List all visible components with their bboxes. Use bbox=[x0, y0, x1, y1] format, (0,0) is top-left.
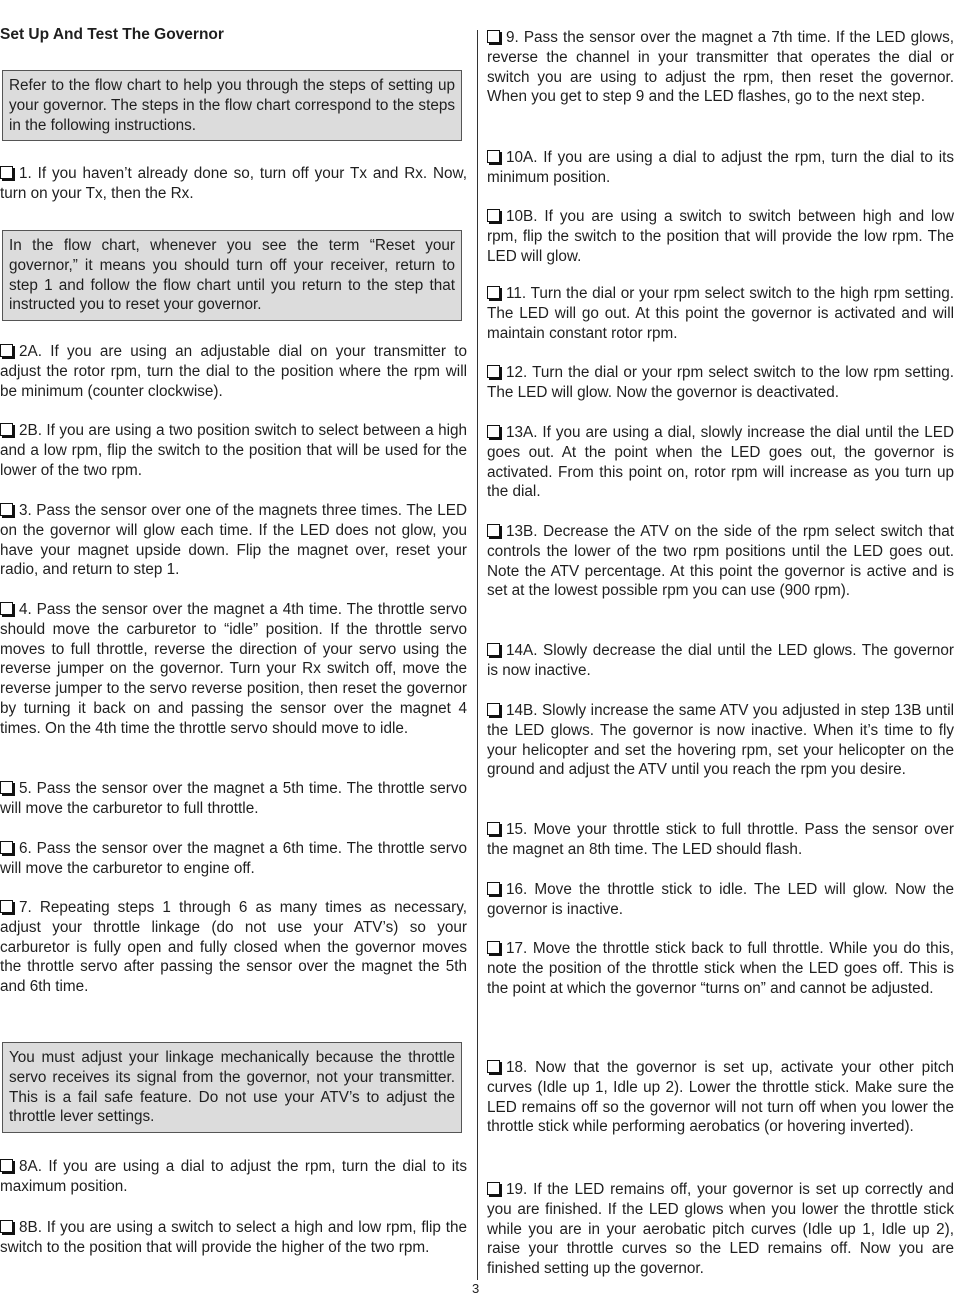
step-text: 6. Pass the sensor over the magnet a 6th time. The throttle servo will move the carburetor to engine off. bbox=[0, 840, 467, 877]
step-10a[interactable] bbox=[487, 148, 954, 188]
step-11[interactable] bbox=[487, 284, 954, 343]
step-14a[interactable] bbox=[487, 641, 954, 681]
checkbox-icon[interactable] bbox=[487, 209, 500, 222]
step-text: 1. If you haven’t already done so, turn off your Tx and Rx. Now, turn on your Tx, then the Rx. bbox=[0, 165, 467, 202]
step-text: 9. Pass the sensor over the magnet a 7th time. If the LED glows, reverse the channel in your transmitter that operates the dial or switch you are using to adjust the rpm, then reset the governor. When you get to step 9 and the LED flashes, go to the next step. bbox=[487, 29, 954, 106]
step-text: 16. Move the throttle stick to idle. The LED will glow. Now the governor is inactive. bbox=[487, 881, 954, 918]
checkbox-icon[interactable] bbox=[487, 286, 500, 299]
step-9[interactable] bbox=[487, 28, 954, 107]
note-box-linkage: You must adjust your linkage mechanically because the throttle servo receives its signal from the governor, not your transmitter. This is a fail safe feature. Do not use your ATV’s to adjust the throttle lever settings. bbox=[2, 1042, 462, 1133]
step-8b[interactable] bbox=[0, 1218, 467, 1258]
step-text: 5. Pass the sensor over the magnet a 5th time. The throttle servo will move the carburetor to full throttle. bbox=[0, 780, 467, 817]
section-heading: Set Up And Test The Governor bbox=[0, 26, 224, 43]
step-text: 3. Pass the sensor over one of the magnets three times. The LED on the governor will glow each time. If the LED does not glow, you have your magnet upside down. Flip the magnet over, reset your radio, and return to step 1. bbox=[0, 502, 467, 579]
step-text: 8B. If you are using a switch to select a high and low rpm, flip the switch to the position that will provide the higher of the two rpm. bbox=[0, 1219, 467, 1256]
page-number: 3 bbox=[472, 1281, 480, 1296]
checkbox-icon[interactable] bbox=[487, 365, 500, 378]
checkbox-icon[interactable] bbox=[487, 30, 500, 43]
checkbox-icon[interactable] bbox=[487, 425, 500, 438]
checkbox-icon[interactable] bbox=[0, 1159, 13, 1172]
step-text: 2A. If you are using an adjustable dial on your transmitter to adjust the rotor rpm, turn the dial to the position where the rpm will be minimum (counter clockwise). bbox=[0, 343, 467, 400]
step-text: 13B. Decrease the ATV on the side of the rpm select switch that controls the lower of the two rpm positions until the LED goes out. Note the ATV percentage. At this point the governor is active and is set at the lowest possible rpm you can use (900 rpm). bbox=[487, 523, 954, 600]
step-text: 2B. If you are using a two position switch to select between a high and a low rpm, flip the switch to the position that will be used for the lower of the two rpm. bbox=[0, 422, 467, 479]
checkbox-icon[interactable] bbox=[0, 423, 13, 436]
step-10b[interactable] bbox=[487, 207, 954, 266]
step-text: 8A. If you are using a dial to adjust the rpm, turn the dial to its maximum position. bbox=[0, 1158, 467, 1195]
checkbox-icon[interactable] bbox=[487, 822, 500, 835]
step-text: 4. Pass the sensor over the magnet a 4th time. The throttle servo should move the carburetor to “idle” position. If the throttle servo moves to full throttle, reverse the direction of your servo using the reverse jumper on the governor. Turn your Rx switch off, move the reverse jumper to the servo reverse position, then reset the governor by turning it back on and passing the sensor over the magnet 4 times. On the 4th time the throttle servo should move to idle. bbox=[0, 601, 467, 737]
step-15[interactable] bbox=[487, 820, 954, 860]
step-text: 19. If the LED remains off, your governor is set up correctly and you are finished. If the LED glows when you lower the throttle stick while you are in your aerobatic pitch curves (Idle up 1, Idle up 2), raise your throttle curves so the LED remains off. Now you are finished setting up the governor. bbox=[487, 1181, 954, 1278]
step-text: 15. Move your throttle stick to full throttle. Pass the sensor over the magnet an 8th time. The LED should flash. bbox=[487, 821, 954, 858]
step-17[interactable] bbox=[487, 939, 954, 998]
checkbox-icon[interactable] bbox=[487, 643, 500, 656]
column-divider bbox=[477, 30, 478, 1280]
note-box-reset: In the flow chart, whenever you see the term “Reset your governor,” it means you should turn off your receiver, return to step 1 and follow the flow chart until you return to the step that instructed you to reset your governor. bbox=[2, 230, 462, 321]
step-text: 14B. Slowly increase the same ATV you adjusted in step 13B until the LED glows. The governor is now inactive. When it’s time to fly your helicopter and set the hovering rpm, set your helicopter on the ground and adjust the ATV until you reach the rpm you desire. bbox=[487, 702, 954, 779]
step-text: 11. Turn the dial or your rpm select switch to the high rpm setting. The LED will go out. At this point the governor is activated and will maintain constant rotor rpm. bbox=[487, 285, 954, 342]
step-text: 12. Turn the dial or your rpm select switch to the low rpm setting. The LED will glow. Now the governor is deactivated. bbox=[487, 364, 954, 401]
checkbox-icon[interactable] bbox=[487, 150, 500, 163]
step-2a[interactable] bbox=[0, 342, 467, 401]
checkbox-icon[interactable] bbox=[0, 344, 13, 357]
checkbox-icon[interactable] bbox=[487, 941, 500, 954]
step-3[interactable] bbox=[0, 501, 467, 580]
checkbox-icon[interactable] bbox=[487, 524, 500, 537]
step-1[interactable] bbox=[0, 164, 467, 204]
checkbox-icon[interactable] bbox=[487, 1182, 500, 1195]
step-14b[interactable] bbox=[487, 701, 954, 780]
step-13b[interactable] bbox=[487, 522, 954, 601]
step-6[interactable] bbox=[0, 839, 467, 879]
checkbox-icon[interactable] bbox=[487, 1060, 500, 1073]
step-text: 18. Now that the governor is set up, activate your other pitch curves (Idle up 1, Idle up 2). Lower the throttle stick. Make sure the LED remains off so the governor will not turn off when you lower the throttle stick while performing aerobatics (or hovering inverted). bbox=[487, 1059, 954, 1136]
step-text: 7. Repeating steps 1 through 6 as many times as necessary, adjust your throttle linkage (do not use your ATV’s) so your carburetor is fully open and fully closed when the governor moves the throttle servo after passing the sensor over the magnet the 5th and 6th time. bbox=[0, 899, 467, 996]
note-box-flowchart: Refer to the flow chart to help you through the steps of setting up your governor. The steps in the flow chart correspond to the steps in the following instructions. bbox=[2, 70, 462, 141]
step-8a[interactable] bbox=[0, 1157, 467, 1197]
checkbox-icon[interactable] bbox=[0, 1220, 13, 1233]
step-2b[interactable] bbox=[0, 421, 467, 480]
checkbox-icon[interactable] bbox=[0, 841, 13, 854]
checkbox-icon[interactable] bbox=[487, 703, 500, 716]
checkbox-icon[interactable] bbox=[0, 781, 13, 794]
checkbox-icon[interactable] bbox=[487, 882, 500, 895]
step-text: 10B. If you are using a switch to switch between high and low rpm, flip the switch to the position that will provide the low rpm. The LED will glow. bbox=[487, 208, 954, 265]
step-text: 10A. If you are using a dial to adjust the rpm, turn the dial to its minimum position. bbox=[487, 149, 954, 186]
step-12[interactable] bbox=[487, 363, 954, 403]
step-text: 14A. Slowly decrease the dial until the LED glows. The governor is now inactive. bbox=[487, 642, 954, 679]
checkbox-icon[interactable] bbox=[0, 503, 13, 516]
checkbox-icon[interactable] bbox=[0, 900, 13, 913]
step-5[interactable] bbox=[0, 779, 467, 819]
step-7[interactable] bbox=[0, 898, 467, 997]
step-13a[interactable] bbox=[487, 423, 954, 502]
step-19[interactable] bbox=[487, 1180, 954, 1279]
step-18[interactable] bbox=[487, 1058, 954, 1137]
step-text: 13A. If you are using a dial, slowly increase the dial until the LED goes out. At the point when the LED goes out, the governor is activated. From this point on, rotor rpm will increase as you turn up the dial. bbox=[487, 424, 954, 501]
checkbox-icon[interactable] bbox=[0, 166, 13, 179]
step-4[interactable] bbox=[0, 600, 467, 739]
step-16[interactable] bbox=[487, 880, 954, 920]
checkbox-icon[interactable] bbox=[0, 602, 13, 615]
step-text: 17. Move the throttle stick back to full throttle. While you do this, note the position of the throttle stick when the LED goes off. This is the point at which the governor “turns on” and cannot be adjusted. bbox=[487, 940, 954, 997]
